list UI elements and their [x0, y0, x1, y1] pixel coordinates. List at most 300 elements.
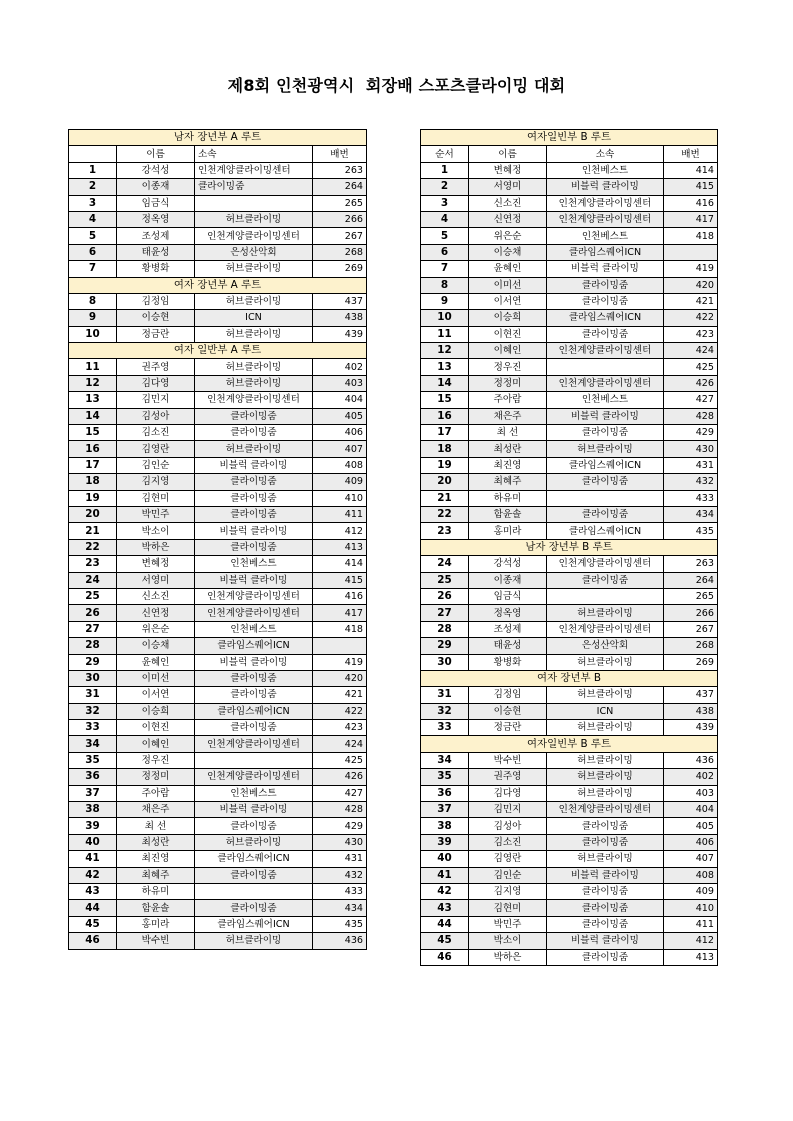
table-row: [69, 769, 367, 785]
bib-number-cell: 411: [664, 916, 718, 932]
table-row: [421, 179, 718, 195]
name-cell: 홍미라: [469, 523, 547, 539]
bib-number-cell: 263: [664, 556, 718, 572]
section-title: 여자 장년부 A 루트: [69, 277, 367, 293]
bib-number-cell: 438: [664, 703, 718, 719]
bib-number-cell: 424: [313, 736, 367, 752]
bib-number-cell: 410: [664, 900, 718, 916]
order-cell: 33: [69, 720, 117, 736]
bib-number-cell: 402: [313, 359, 367, 375]
page-title: 제8회 인천광역시 회장배 스포츠클라이밍 대회: [227, 76, 566, 95]
table-row: [69, 408, 367, 424]
order-cell: 11: [69, 359, 117, 375]
bib-number-cell: 410: [313, 490, 367, 506]
name-cell: 최혜주: [469, 474, 547, 490]
name-cell: 박소이: [469, 933, 547, 949]
bib-number-cell: 427: [664, 392, 718, 408]
name-cell: 김현미: [117, 490, 195, 506]
name-cell: 태윤성: [117, 244, 195, 260]
bib-number-cell: 435: [313, 916, 367, 932]
bib-number-cell: 419: [313, 654, 367, 670]
affiliation-cell: 비블럭 클라이밍: [547, 179, 664, 195]
affiliation-cell: 클라이밍줌: [195, 179, 313, 195]
bib-number-cell: 429: [313, 818, 367, 834]
affiliation-cell: 비블럭 클라이밍: [195, 654, 313, 670]
table-row: [421, 228, 718, 244]
column-header-row: [69, 146, 367, 162]
table-row: [69, 457, 367, 473]
name-cell: 김성아: [117, 408, 195, 424]
order-cell: 21: [69, 523, 117, 539]
table-row: [69, 916, 367, 932]
bib-number-cell: 418: [313, 621, 367, 637]
affiliation-cell: 인천계양클라이밍센터: [547, 802, 664, 818]
bib-number-cell: 433: [313, 883, 367, 899]
affiliation-cell: 인천베스트: [547, 392, 664, 408]
table-row: [69, 883, 367, 899]
name-cell: 정금란: [117, 326, 195, 342]
table-row: [69, 310, 367, 326]
name-cell: 정금란: [469, 720, 547, 736]
bib-number-cell: 269: [313, 261, 367, 277]
bib-number-cell: 404: [313, 392, 367, 408]
table-row: [69, 638, 367, 654]
bib-number-cell: 430: [313, 834, 367, 850]
affiliation-cell: 인천베스트: [547, 162, 664, 178]
table-row: [421, 556, 718, 572]
bib-number-cell: 425: [313, 752, 367, 768]
order-cell: 10: [421, 310, 469, 326]
affiliation-cell: 인천계양클라이밍센터: [195, 605, 313, 621]
order-cell: 21: [421, 490, 469, 506]
name-cell: 최혜주: [117, 867, 195, 883]
name-cell: 임금식: [469, 588, 547, 604]
order-cell: 9: [69, 310, 117, 326]
order-cell: 38: [421, 818, 469, 834]
table-row: [421, 638, 718, 654]
table-row: [421, 752, 718, 768]
table-row: [69, 933, 367, 949]
order-cell: 15: [69, 425, 117, 441]
name-cell: 김정임: [117, 293, 195, 309]
table-row: [421, 408, 718, 424]
name-cell: 강석성: [117, 162, 195, 178]
order-cell: 37: [69, 785, 117, 801]
affiliation-cell: [547, 359, 664, 375]
table-row: [421, 195, 718, 211]
bib-number-cell: 432: [664, 474, 718, 490]
section-header-row: [421, 539, 718, 555]
name-cell: 김영란: [117, 441, 195, 457]
bib-number-cell: 423: [664, 326, 718, 342]
affiliation-cell: 클라이밍줌: [195, 490, 313, 506]
name-cell: 이승채: [469, 244, 547, 260]
bib-number-cell: 424: [664, 343, 718, 359]
order-cell: 33: [421, 720, 469, 736]
affiliation-cell: 허브클라이밍: [547, 851, 664, 867]
order-cell: 26: [421, 588, 469, 604]
affiliation-cell: 허브클라이밍: [547, 785, 664, 801]
name-cell: 이종재: [469, 572, 547, 588]
name-cell: 최 선: [469, 425, 547, 441]
affiliation-cell: 허브클라이밍: [195, 375, 313, 391]
table-row: [421, 261, 718, 277]
order-cell: 30: [69, 670, 117, 686]
name-cell: 함윤솔: [469, 506, 547, 522]
name-cell: 김민지: [469, 802, 547, 818]
name-cell: 채은주: [469, 408, 547, 424]
order-cell: 42: [421, 883, 469, 899]
bib-number-cell: 266: [313, 211, 367, 227]
name-cell: 김민지: [117, 392, 195, 408]
table-row: [69, 261, 367, 277]
table-row: [421, 883, 718, 899]
name-cell: 조성제: [117, 228, 195, 244]
col-order-header: 순서: [421, 146, 469, 162]
affiliation-cell: 허브클라이밍: [547, 769, 664, 785]
bib-number-cell: 268: [664, 638, 718, 654]
table-row: [69, 818, 367, 834]
order-cell: 12: [421, 343, 469, 359]
col-bib-header: 배번: [664, 146, 718, 162]
order-cell: 45: [421, 933, 469, 949]
order-cell: 19: [421, 457, 469, 473]
name-cell: 황병화: [117, 261, 195, 277]
bib-number-cell: 421: [313, 687, 367, 703]
table-row: [69, 720, 367, 736]
order-cell: 9: [421, 293, 469, 309]
order-cell: 32: [69, 703, 117, 719]
name-cell: 이승현: [469, 703, 547, 719]
affiliation-cell: 클라임스퀘어ICN: [195, 703, 313, 719]
name-cell: 임금식: [117, 195, 195, 211]
order-cell: 44: [421, 916, 469, 932]
name-cell: 박수빈: [469, 752, 547, 768]
bib-number-cell: 402: [664, 769, 718, 785]
affiliation-cell: 허브클라이밍: [195, 933, 313, 949]
table-row: [69, 490, 367, 506]
order-cell: 13: [69, 392, 117, 408]
order-cell: 39: [421, 834, 469, 850]
name-cell: 이종재: [117, 179, 195, 195]
name-cell: 이승희: [469, 310, 547, 326]
order-cell: 7: [69, 261, 117, 277]
name-cell: 박수빈: [117, 933, 195, 949]
bib-number-cell: 413: [664, 949, 718, 965]
table-row: [69, 752, 367, 768]
affiliation-cell: 클라이밍줌: [547, 277, 664, 293]
name-cell: 황병화: [469, 654, 547, 670]
affiliation-cell: 은성산악회: [547, 638, 664, 654]
affiliation-cell: 클라이밍줌: [547, 425, 664, 441]
name-cell: 이승채: [117, 638, 195, 654]
bib-number-cell: 438: [313, 310, 367, 326]
affiliation-cell: 클라이밍줌: [195, 408, 313, 424]
table-row: [69, 834, 367, 850]
bib-number-cell: 417: [664, 211, 718, 227]
section-title: 여자일빈부 B 루트: [421, 130, 718, 146]
affiliation-cell: 클라이밍줌: [195, 474, 313, 490]
name-cell: 이승희: [117, 703, 195, 719]
table-row: [421, 211, 718, 227]
name-cell: 이미선: [469, 277, 547, 293]
order-cell: 1: [69, 162, 117, 178]
section-header-row: [69, 130, 367, 146]
bib-number-cell: 405: [664, 818, 718, 834]
section-title: 남자 장년부 B 루트: [421, 539, 718, 555]
affiliation-cell: 허브클라이밍: [547, 654, 664, 670]
column-header-row: [421, 146, 718, 162]
bib-number-cell: 423: [313, 720, 367, 736]
table-row: [69, 654, 367, 670]
order-cell: 35: [421, 769, 469, 785]
table-row: [69, 670, 367, 686]
bib-number-cell: 268: [313, 244, 367, 260]
bib-number-cell: 419: [664, 261, 718, 277]
name-cell: 채은주: [117, 802, 195, 818]
affiliation-cell: [195, 883, 313, 899]
table-row: [421, 851, 718, 867]
table-row: [421, 293, 718, 309]
order-cell: 37: [421, 802, 469, 818]
affiliation-cell: 인천계양클라이밍센터: [547, 343, 664, 359]
affiliation-cell: 인천계양클라이밍센터: [547, 621, 664, 637]
left-roster-table: [68, 129, 367, 950]
bib-number-cell: 407: [313, 441, 367, 457]
affiliation-cell: 클라임스퀘어ICN: [195, 851, 313, 867]
name-cell: 이승현: [117, 310, 195, 326]
table-row: [421, 588, 718, 604]
name-cell: 주아람: [117, 785, 195, 801]
order-cell: 43: [69, 883, 117, 899]
table-row: [69, 605, 367, 621]
section-title: 남자 장년부 A 루트: [69, 130, 367, 146]
table-row: [69, 867, 367, 883]
order-cell: 16: [421, 408, 469, 424]
name-cell: 태윤성: [469, 638, 547, 654]
name-cell: 신소진: [469, 195, 547, 211]
table-row: [421, 654, 718, 670]
name-cell: 함윤솔: [117, 900, 195, 916]
table-row: [421, 162, 718, 178]
affiliation-cell: 허브클라이밍: [547, 687, 664, 703]
order-cell: 3: [69, 195, 117, 211]
table-row: [69, 785, 367, 801]
name-cell: 위은순: [117, 621, 195, 637]
name-cell: 김지영: [469, 883, 547, 899]
name-cell: 홍미라: [117, 916, 195, 932]
affiliation-cell: 허브클라이밍: [195, 293, 313, 309]
bib-number-cell: 414: [313, 556, 367, 572]
table-row: [69, 572, 367, 588]
name-cell: 이현진: [469, 326, 547, 342]
order-cell: 18: [69, 474, 117, 490]
table-row: [69, 228, 367, 244]
table-row: [421, 572, 718, 588]
section-header-row: [421, 130, 718, 146]
affiliation-cell: 인천계양클라이밍센터: [547, 375, 664, 391]
section-title: 여자 일반부 A 루트: [69, 343, 367, 359]
order-cell: 14: [421, 375, 469, 391]
order-cell: 20: [421, 474, 469, 490]
name-cell: 신연정: [117, 605, 195, 621]
affiliation-cell: 비블럭 클라이밍: [195, 572, 313, 588]
affiliation-cell: 인천계양클라이밍센터: [547, 211, 664, 227]
order-cell: 6: [69, 244, 117, 260]
order-cell: 40: [69, 834, 117, 850]
name-cell: 최성란: [469, 441, 547, 457]
order-cell: 7: [421, 261, 469, 277]
affiliation-cell: ICN: [547, 703, 664, 719]
affiliation-cell: 클라이밍줌: [195, 720, 313, 736]
table-row: [69, 588, 367, 604]
affiliation-cell: [195, 752, 313, 768]
order-cell: 3: [421, 195, 469, 211]
order-cell: 27: [69, 621, 117, 637]
order-cell: 17: [421, 425, 469, 441]
name-cell: 하유미: [117, 883, 195, 899]
table-row: [421, 523, 718, 539]
table-row: [421, 441, 718, 457]
order-cell: 36: [69, 769, 117, 785]
affiliation-cell: ICN: [195, 310, 313, 326]
order-cell: 18: [421, 441, 469, 457]
bib-number-cell: 437: [313, 293, 367, 309]
affiliation-cell: 클라이밍줌: [195, 539, 313, 555]
name-cell: 박민주: [117, 506, 195, 522]
col-order-header: [69, 146, 117, 162]
bib-number-cell: 439: [313, 326, 367, 342]
order-cell: 6: [421, 244, 469, 260]
name-cell: 서영미: [117, 572, 195, 588]
table-row: [421, 703, 718, 719]
order-cell: 31: [421, 687, 469, 703]
bib-number-cell: 269: [664, 654, 718, 670]
affiliation-cell: 비블럭 클라이밍: [195, 802, 313, 818]
bib-number-cell: 433: [664, 490, 718, 506]
table-row: [69, 179, 367, 195]
table-row: [69, 326, 367, 342]
affiliation-cell: 인천계양클라이밍센터: [195, 736, 313, 752]
order-cell: 25: [69, 588, 117, 604]
section-header-row: [69, 343, 367, 359]
bib-number-cell: 430: [664, 441, 718, 457]
bib-number-cell: 409: [313, 474, 367, 490]
affiliation-cell: 클라이밍줌: [195, 900, 313, 916]
affiliation-cell: 클라이밍줌: [547, 506, 664, 522]
affiliation-cell: 허브클라이밍: [195, 834, 313, 850]
table-row: [69, 687, 367, 703]
order-cell: 8: [421, 277, 469, 293]
name-cell: 이현진: [117, 720, 195, 736]
affiliation-cell: [195, 195, 313, 211]
order-cell: 11: [421, 326, 469, 342]
affiliation-cell: 허브클라이밍: [195, 326, 313, 342]
table-row: [69, 802, 367, 818]
bib-number-cell: 408: [313, 457, 367, 473]
order-cell: 30: [421, 654, 469, 670]
bib-number-cell: 407: [664, 851, 718, 867]
col-affiliation-header: 소속: [195, 146, 313, 162]
right-roster-table: [420, 129, 718, 966]
table-row: [421, 769, 718, 785]
table-row: [421, 474, 718, 490]
table-row: [421, 687, 718, 703]
affiliation-cell: 클라임스퀘어ICN: [547, 457, 664, 473]
affiliation-cell: 인천계양클라이밍센터: [195, 228, 313, 244]
table-row: [69, 195, 367, 211]
affiliation-cell: 클라임스퀘어ICN: [547, 310, 664, 326]
affiliation-cell: 클라이밍줌: [547, 326, 664, 342]
table-row: [421, 802, 718, 818]
table-row: [69, 736, 367, 752]
affiliation-cell: 인천베스트: [195, 785, 313, 801]
name-cell: 위은순: [469, 228, 547, 244]
affiliation-cell: 클라이밍줌: [195, 506, 313, 522]
name-cell: 이미선: [117, 670, 195, 686]
name-cell: 윤혜인: [469, 261, 547, 277]
order-cell: 41: [69, 851, 117, 867]
order-cell: 24: [69, 572, 117, 588]
section-header-row: [69, 277, 367, 293]
order-cell: 42: [69, 867, 117, 883]
order-cell: 13: [421, 359, 469, 375]
table-row: [69, 375, 367, 391]
bib-number-cell: 420: [664, 277, 718, 293]
affiliation-cell: 인천베스트: [195, 621, 313, 637]
order-cell: 23: [421, 523, 469, 539]
table-row: [69, 293, 367, 309]
name-cell: 박하은: [469, 949, 547, 965]
section-header-row: [421, 670, 718, 686]
order-cell: 34: [421, 752, 469, 768]
order-cell: 14: [69, 408, 117, 424]
table-row: [69, 900, 367, 916]
bib-number-cell: 426: [313, 769, 367, 785]
affiliation-cell: 클라이밍줌: [547, 572, 664, 588]
order-cell: 22: [421, 506, 469, 522]
bib-number-cell: 416: [313, 588, 367, 604]
name-cell: 서영미: [469, 179, 547, 195]
table-row: [421, 506, 718, 522]
table-row: [69, 162, 367, 178]
name-cell: 하유미: [469, 490, 547, 506]
table-row: [421, 933, 718, 949]
table-row: [421, 916, 718, 932]
bib-number-cell: 412: [664, 933, 718, 949]
bib-number-cell: 265: [664, 588, 718, 604]
name-cell: 김소진: [469, 834, 547, 850]
bib-number-cell: 432: [313, 867, 367, 883]
name-cell: 조성제: [469, 621, 547, 637]
affiliation-cell: 인천계양클라이밍센터: [547, 195, 664, 211]
affiliation-cell: [547, 490, 664, 506]
order-cell: 45: [69, 916, 117, 932]
order-cell: 28: [421, 621, 469, 637]
affiliation-cell: 허브클라이밍: [195, 359, 313, 375]
name-cell: 정정미: [117, 769, 195, 785]
name-cell: 정옥영: [469, 605, 547, 621]
bib-number-cell: 267: [664, 621, 718, 637]
name-cell: 김영란: [469, 851, 547, 867]
name-cell: 최 선: [117, 818, 195, 834]
bib-number-cell: 431: [313, 851, 367, 867]
table-row: [421, 900, 718, 916]
table-row: [69, 211, 367, 227]
table-row: [421, 605, 718, 621]
bib-number-cell: 403: [313, 375, 367, 391]
name-cell: 김지영: [117, 474, 195, 490]
